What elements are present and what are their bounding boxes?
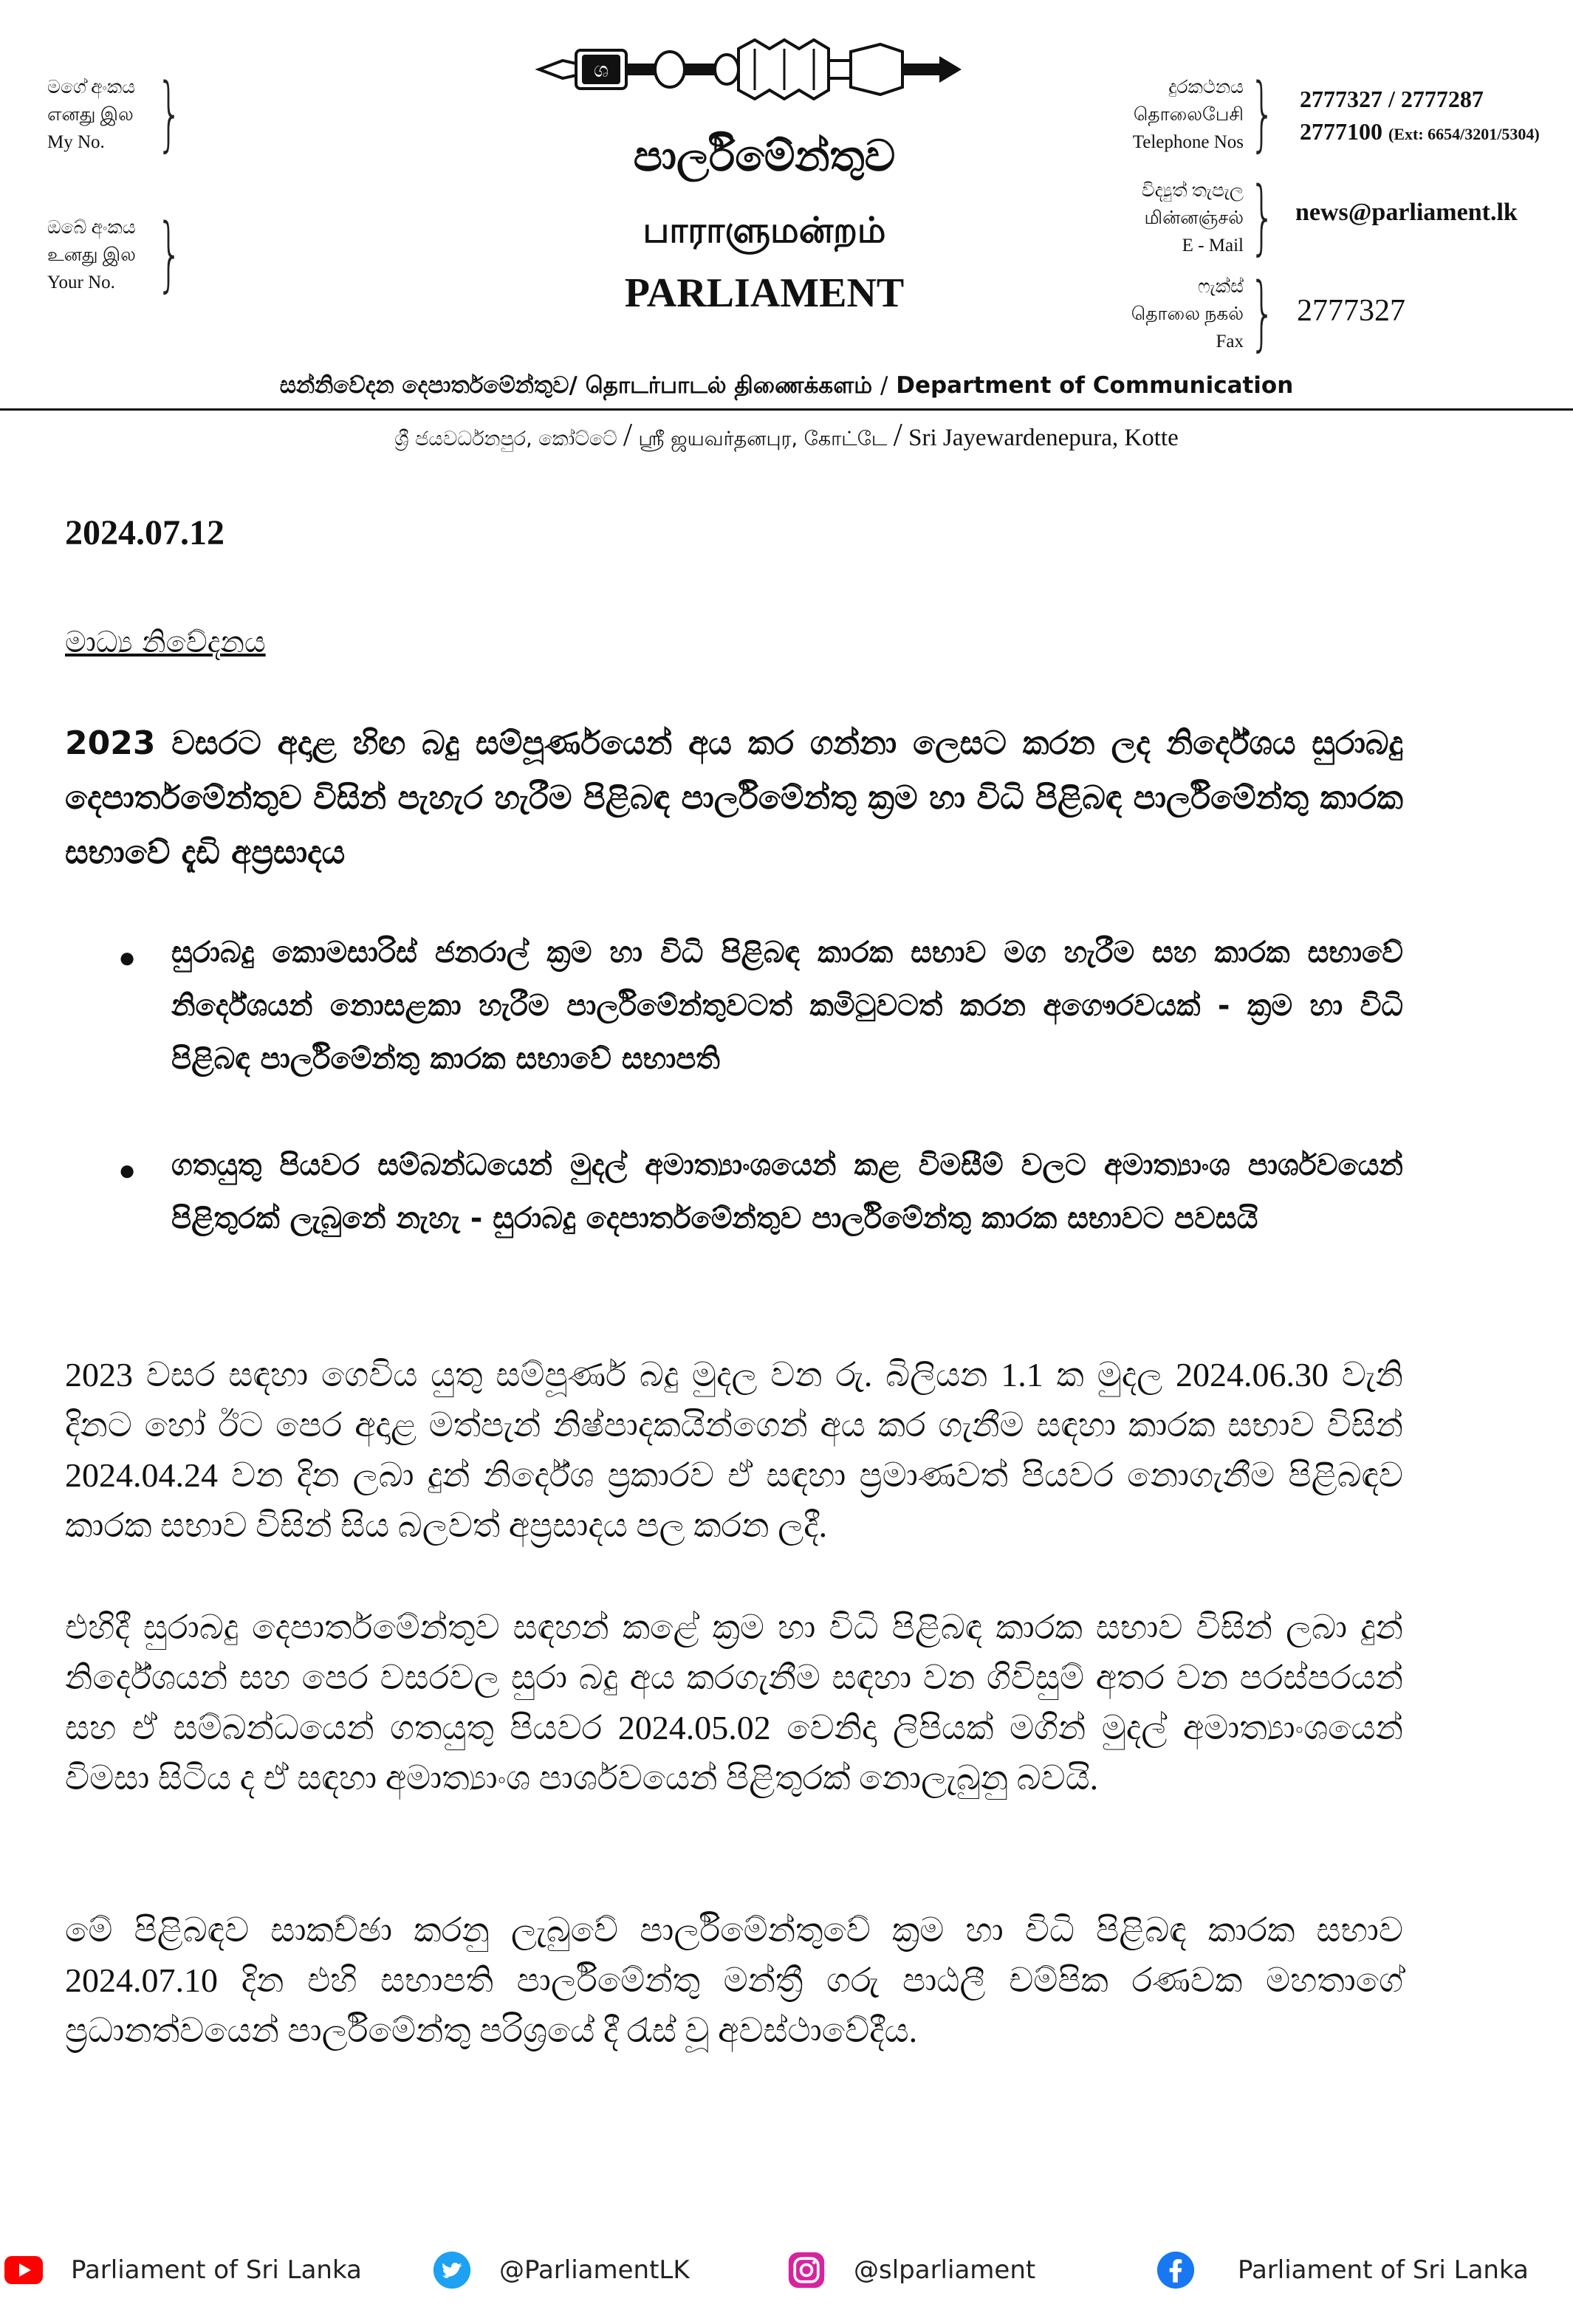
- address-sep-1: /: [623, 417, 633, 453]
- release-date: 2024.07.12: [65, 513, 225, 552]
- telephone-numbers: [1300, 83, 1540, 151]
- email-brace: }: [1250, 169, 1275, 264]
- twitter-label: @ParliamentLK: [499, 2255, 690, 2285]
- bullet-dot-2: ●: [118, 1154, 137, 1187]
- instagram-label: @slparliament: [854, 2255, 1036, 2285]
- my-no-si: මගේ අංකය: [47, 78, 136, 97]
- fax-label-si: ෆැක්ස්: [1197, 277, 1244, 297]
- telephone-line-2: [1300, 115, 1540, 151]
- fax-labels: [1034, 273, 1244, 355]
- email-label-ta: மின்னஞ்சல்: [1144, 208, 1244, 228]
- fax-label-en: Fax: [1216, 332, 1244, 352]
- parliament-mace-emblem: [533, 34, 976, 100]
- department-si: සන්නිවේදන දෙපාර්තමේන්තුව/: [279, 372, 578, 399]
- your-no-ta: உனது இல: [47, 245, 136, 265]
- my-no-brace: }: [157, 66, 182, 160]
- department-ta: தொடர்பாடல் திணைக்களம்: [585, 372, 873, 399]
- footer-twitter[interactable]: [433, 2248, 690, 2292]
- bullet-text-2: ගතයුතු පියවර සම්බන්ධයෙන් මුදල් අමාත්‍යාංශයෙන් කළ විමසීම් වලට අමාත්‍යාංශ පාර්ශවයෙන් පිළිතුරක් ලැබුනේ නැහැ - සුරාබදු දෙපාර්තමේන්තුව පාර්ලිමේන්තු කාරක සභාවට පවසයි: [171, 1148, 1403, 1235]
- media-release-label: මාධ්‍ය නිවේදනය: [65, 625, 266, 659]
- fax-brace: }: [1250, 265, 1275, 360]
- telephone-value-1: 2777327 / 2777287: [1300, 86, 1484, 112]
- department-en: Department of Communication: [896, 372, 1294, 399]
- telephone-label-en: Telephone Nos: [1132, 132, 1244, 152]
- twitter-icon: [433, 2251, 471, 2289]
- facebook-icon: [1156, 2251, 1195, 2289]
- org-name-en: PARLIAMENT: [624, 270, 905, 316]
- your-no-brace: }: [157, 206, 182, 301]
- email-value[interactable]: news@parliament.lk: [1295, 199, 1518, 226]
- email-label-si: විද්‍යුත් තැපැල: [1141, 181, 1244, 201]
- address-sep-2: /: [893, 417, 902, 453]
- telephone-value-2: 2777100: [1300, 118, 1382, 145]
- address-line: [0, 418, 1573, 456]
- paragraph-1: 2023 වසර සඳහා ගෙවිය යුතු සම්පූර්ණ බදු මුදල වන රු. බිලියන 1.1 ක මුදල 2024.06.30 වැනි දිනට හෝ ඊට පෙර අදාළ මත්පැන් නිෂ්පාදකයින්ගෙන් අය කර ගැනීම සඳහා කාරක සභාව විසින් 2024.04.24 වන දින ලබා දුන් නිර්දේශ ප්‍රකාරව ඒ සඳහා ප්‍රමාණවත් පියවර නොගැනීම පිළිබඳව කාරක සභාව විසින් සිය බලවත් අප්‍රසාදය පල කරන ලදී.: [65, 1356, 1403, 1544]
- fax-value: 2777327: [1297, 294, 1405, 328]
- my-no-ta: எனது இல: [47, 105, 134, 125]
- email-labels: [1034, 177, 1244, 259]
- footer-youtube[interactable]: [4, 2248, 362, 2292]
- org-name-si: පාර්ලිමේන්තුව: [633, 131, 896, 181]
- facebook-label: Parliament of Sri Lanka: [1238, 2255, 1529, 2285]
- paragraph-3: මේ පිළිබඳව සාකච්ඡා කරනු ලැබුවේ පාර්ලිමේන්තුවේ ක්‍රම හා විධි පිළිබඳ කාරක සභාව 2024.07.10 දින එහි සභාපති පාර්ලිමේන්තු මන්ත්‍රී ගරු පාඨලී චම්පික රණවක මහතාගේ ප්‍රධානත්වයෙන් පාර්ලිමේන්තු පරිශ්‍රයේ දී රැස් වූ අවස්ථාවේදීය.: [65, 1911, 1403, 2049]
- department-line: [0, 369, 1573, 402]
- address-ta: ஸ்ரீ ஜயவர்தனபுர, கோட்டே: [638, 428, 888, 450]
- telephone-brace: }: [1250, 66, 1275, 160]
- org-name-ta: பாராளுமன்றம்: [642, 210, 886, 251]
- email-label-en: E - Mail: [1182, 236, 1244, 256]
- bullet-dot-1: ●: [118, 941, 137, 974]
- address-en: Sri Jayewardenepura, Kotte: [908, 425, 1179, 451]
- bullet-text-1: සුරාබදු කොමසාරිස් ජනරාල් ක්‍රම හා විධි පිළිබඳ කාරක සභාව මග හැරීම සහ කාරක සභාවේ නිර්දේශයන් නොසළකා හැරීම පාර්ලිමේන්තුවටත් කමිටුවටත් කරන අගෞරවයක් - ක්‍රම හා විධි පිළිබඳ පාර්ලිමේන්තු කාරක සභාවේ සභාපති: [171, 936, 1403, 1076]
- youtube-label: Parliament of Sri Lanka: [71, 2255, 362, 2285]
- release-title: 2023 වසරට අදාළ හිඟ බදු සම්පූර්ණයෙන් අය කර ගන්නා ලෙසට කරන ලද නිර්දේශය සුරාබදු දෙපාර්තමේන්තුව විසින් පැහැර හැරීම පිළිබඳ පාර්ලිමේන්තු ක්‍රම හා විධි පිළිබඳ පාර්ලිමේන්තු කාරක සභාවේ දැඩි අප්‍රසාදය: [65, 724, 1403, 871]
- address-si: ශ්‍රී ජයවර්ධනපුර, කෝට්ටේ: [394, 428, 617, 450]
- your-no-si: ඔබේ අංකය: [47, 218, 136, 238]
- telephone-label-si: දුරකථනය: [1168, 78, 1244, 97]
- youtube-icon: [4, 2251, 43, 2289]
- paragraph-2: එහිදී සුරාබදු දෙපාර්තමේන්තුව සඳහන් කළේ ක්‍රම හා විධි පිළිබඳ කාරක සභාව විසින් ලබා දුන් නිර්දේශයන් සහ පෙර වසරවල සුරා බදු අය කරගැනීම සඳහා වන ගිවිසුම් අතර වන පරස්පරයන් සහ ඒ සම්බන්ධයෙන් ගතයුතු පියවර 2024.05.02 වෙනිදා ලිපියක් මගින් මුදල් අමාත්‍යාංශයෙන් විමසා සිටිය ද ඒ සඳහා අමාත්‍යාංශ පාර්ශවයෙන් පිළිතුරක් නොලැබුනු බවයි.: [65, 1608, 1403, 1797]
- svg-text:ශ: ශ: [593, 58, 609, 82]
- telephone-labels: [1034, 74, 1244, 156]
- department-sep: /: [880, 372, 888, 399]
- footer-facebook[interactable]: [1156, 2248, 1529, 2292]
- telephone-ext: (Ext: 6654/3201/5304): [1388, 125, 1540, 143]
- telephone-label-ta: தொலைபேசி: [1133, 105, 1244, 125]
- my-no-en: My No.: [47, 132, 105, 152]
- your-no-en: Your No.: [47, 272, 115, 292]
- footer-instagram[interactable]: [787, 2248, 1035, 2292]
- instagram-icon: [787, 2251, 826, 2289]
- your-no-block: [47, 214, 165, 296]
- header-divider: [0, 408, 1573, 411]
- fax-label-ta: தொலை நகல்: [1131, 304, 1244, 324]
- my-no-block: [47, 74, 165, 156]
